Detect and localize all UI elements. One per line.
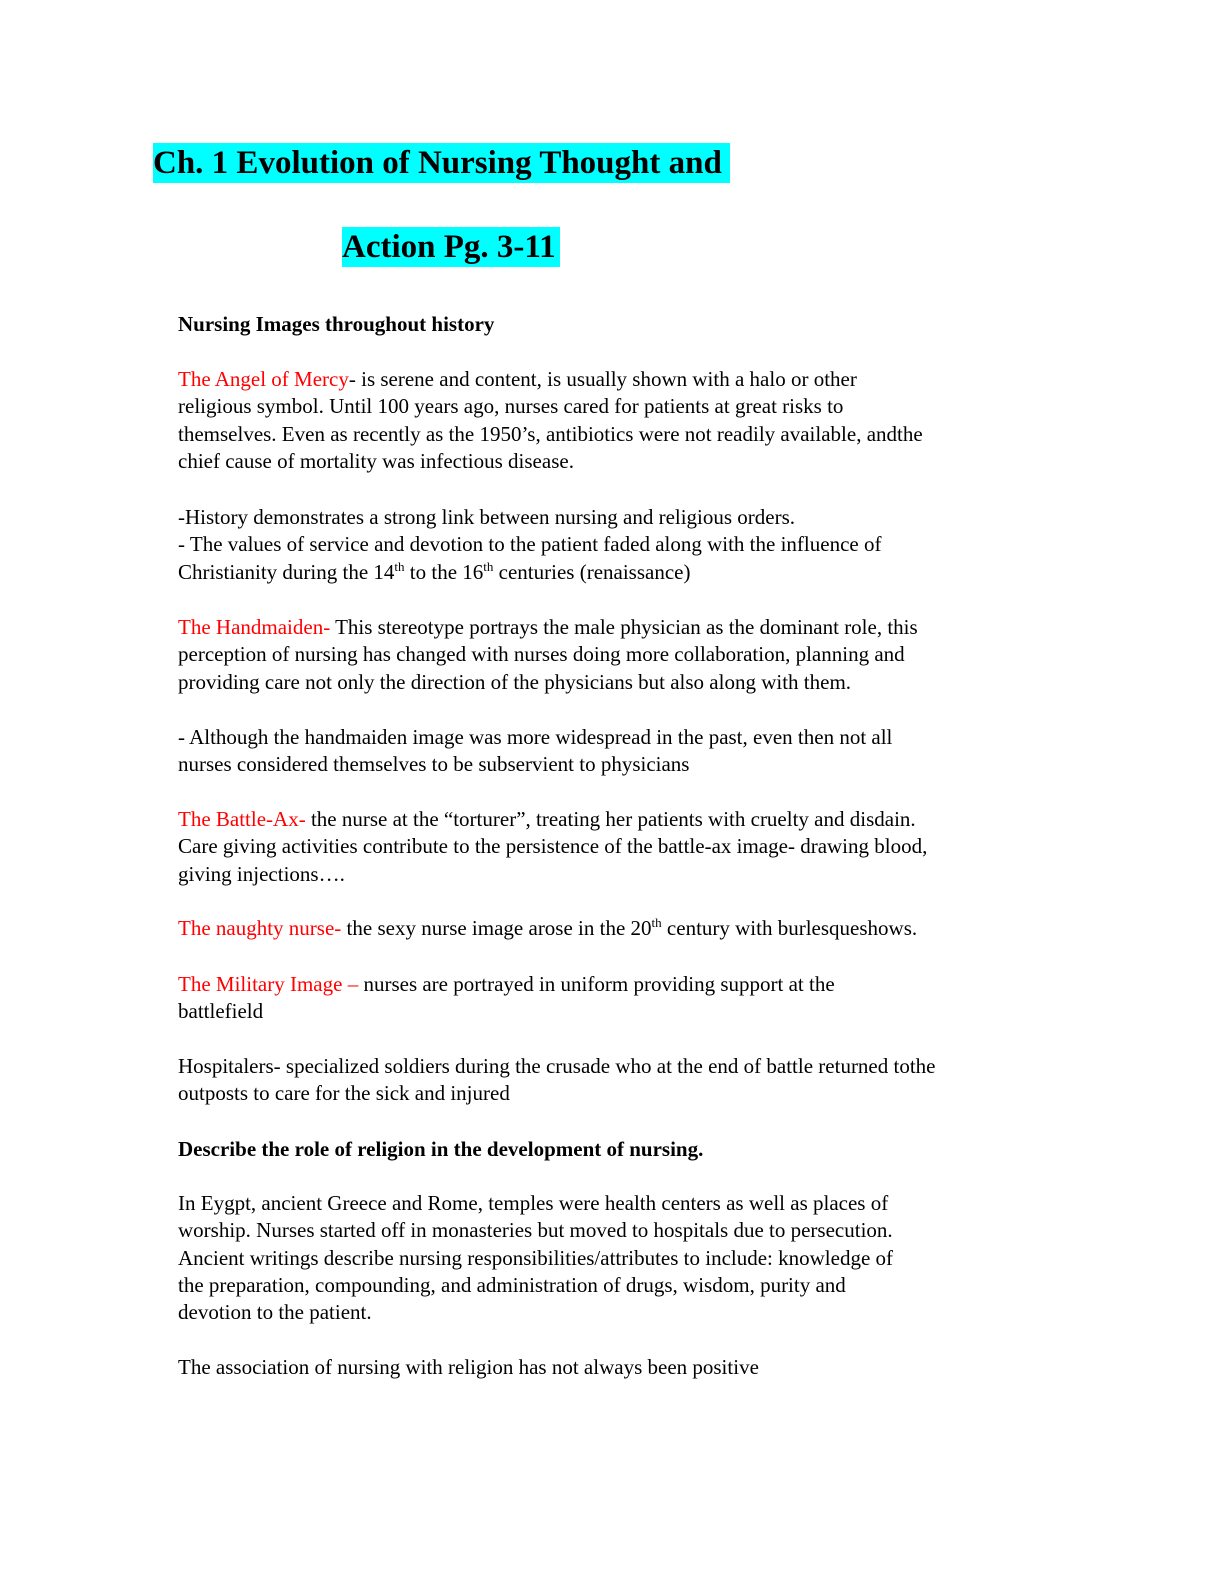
text-line: Ancient writings describe nursing responsibilities/attributes to include: knowledge of [178,1245,894,1270]
text-line: In Eygpt, ancient Greece and Rome, temples were health centers as well as places of [178,1191,889,1215]
paragraph-military-image [178,971,1058,1026]
paragraph-handmaiden [178,614,1058,696]
chapter-title-line-1: Ch. 1 Evolution of Nursing Thought and [153,143,730,183]
text-line: The Military Image – nurses are portrayed in uniform providing support at the [178,972,835,996]
superscript: th [483,558,494,574]
section-heading-religion: Describe the role of religion in the development of nursing. [178,1137,704,1161]
text-line: perception of nursing has changed with nurses doing more collaboration, planning and [178,642,905,667]
term-handmaiden: The Handmaiden- [178,615,331,639]
text-line: outposts to care for the sick and injured [178,1081,510,1106]
term-naughty-nurse: The naughty nurse- [178,916,342,940]
text-line: -History demonstrates a strong link between nursing and religious orders. [178,505,796,529]
text-line: The Battle-Ax- the nurse at the “torturer”, treating her patients with cruelty and disdain. [178,807,916,831]
paragraph-naughty-nurse [178,915,1058,942]
text-line: battlefield [178,999,264,1024]
text-line: worship. Nurses started off in monasteries but moved to hospitals due to persecution. [178,1218,893,1243]
text-line: The Angel of Mercy- is serene and content, is usually shown with a halo or other [178,367,857,391]
paragraph-religion-association: The association of nursing with religion has not always been positive [178,1355,759,1379]
text-line: giving injections…. [178,861,345,886]
text-line: chief cause of mortality was infectious disease. [178,448,574,473]
superscript: th [394,558,405,574]
term-battle-ax: The Battle-Ax- [178,807,306,831]
text-line: - Although the handmaiden image was more widespread in the past, even then not all [178,725,893,749]
paragraph-handmaiden-note [178,724,1058,779]
text-line: themselves. Even as recently as the 1950’s, antibiotics were not readily available, andthe [178,421,923,446]
text-line: nurses considered themselves to be subservient to physicians [178,752,690,777]
text-line: Christianity during the 14th to the 16th centuries (renaissance) [178,558,691,584]
text-line: The naughty nurse- the sexy nurse image arose in the 20th century with burlesqueshows. [178,915,918,940]
chapter-title-line-2: Action Pg. 3-11 [342,227,560,267]
text-line: the preparation, compounding, and administration of drugs, wisdom, purity and [178,1272,846,1297]
text-line: Hospitalers- specialized soldiers during the crusade who at the end of battle returned tothe [178,1054,936,1078]
paragraph-history-religion [178,504,1058,586]
paragraph-ancient-temples [178,1190,1058,1326]
term-military-image: The Military Image – [178,972,359,996]
text-line: providing care not only the direction of the physicians but also along with them. [178,669,852,694]
text-line: The Handmaiden- This stereotype portrays the male physician as the dominant role, this [178,615,918,639]
paragraph-battle-ax [178,806,1058,888]
paragraph-hospitalers [178,1053,1058,1108]
text-line: devotion to the patient. [178,1300,372,1325]
superscript: th [651,915,662,930]
text-line: Care giving activities contribute to the persistence of the battle-ax image- drawing blood, [178,834,928,859]
term-angel-of-mercy: The Angel of Mercy [178,367,349,391]
text-line: religious symbol. Until 100 years ago, nurses cared for patients at great risks to [178,394,844,419]
paragraph-angel-of-mercy [178,366,1058,475]
text-line: - The values of service and devotion to the patient faded along with the influence of [178,532,882,557]
section-heading-nursing-images: Nursing Images throughout history [178,312,495,336]
